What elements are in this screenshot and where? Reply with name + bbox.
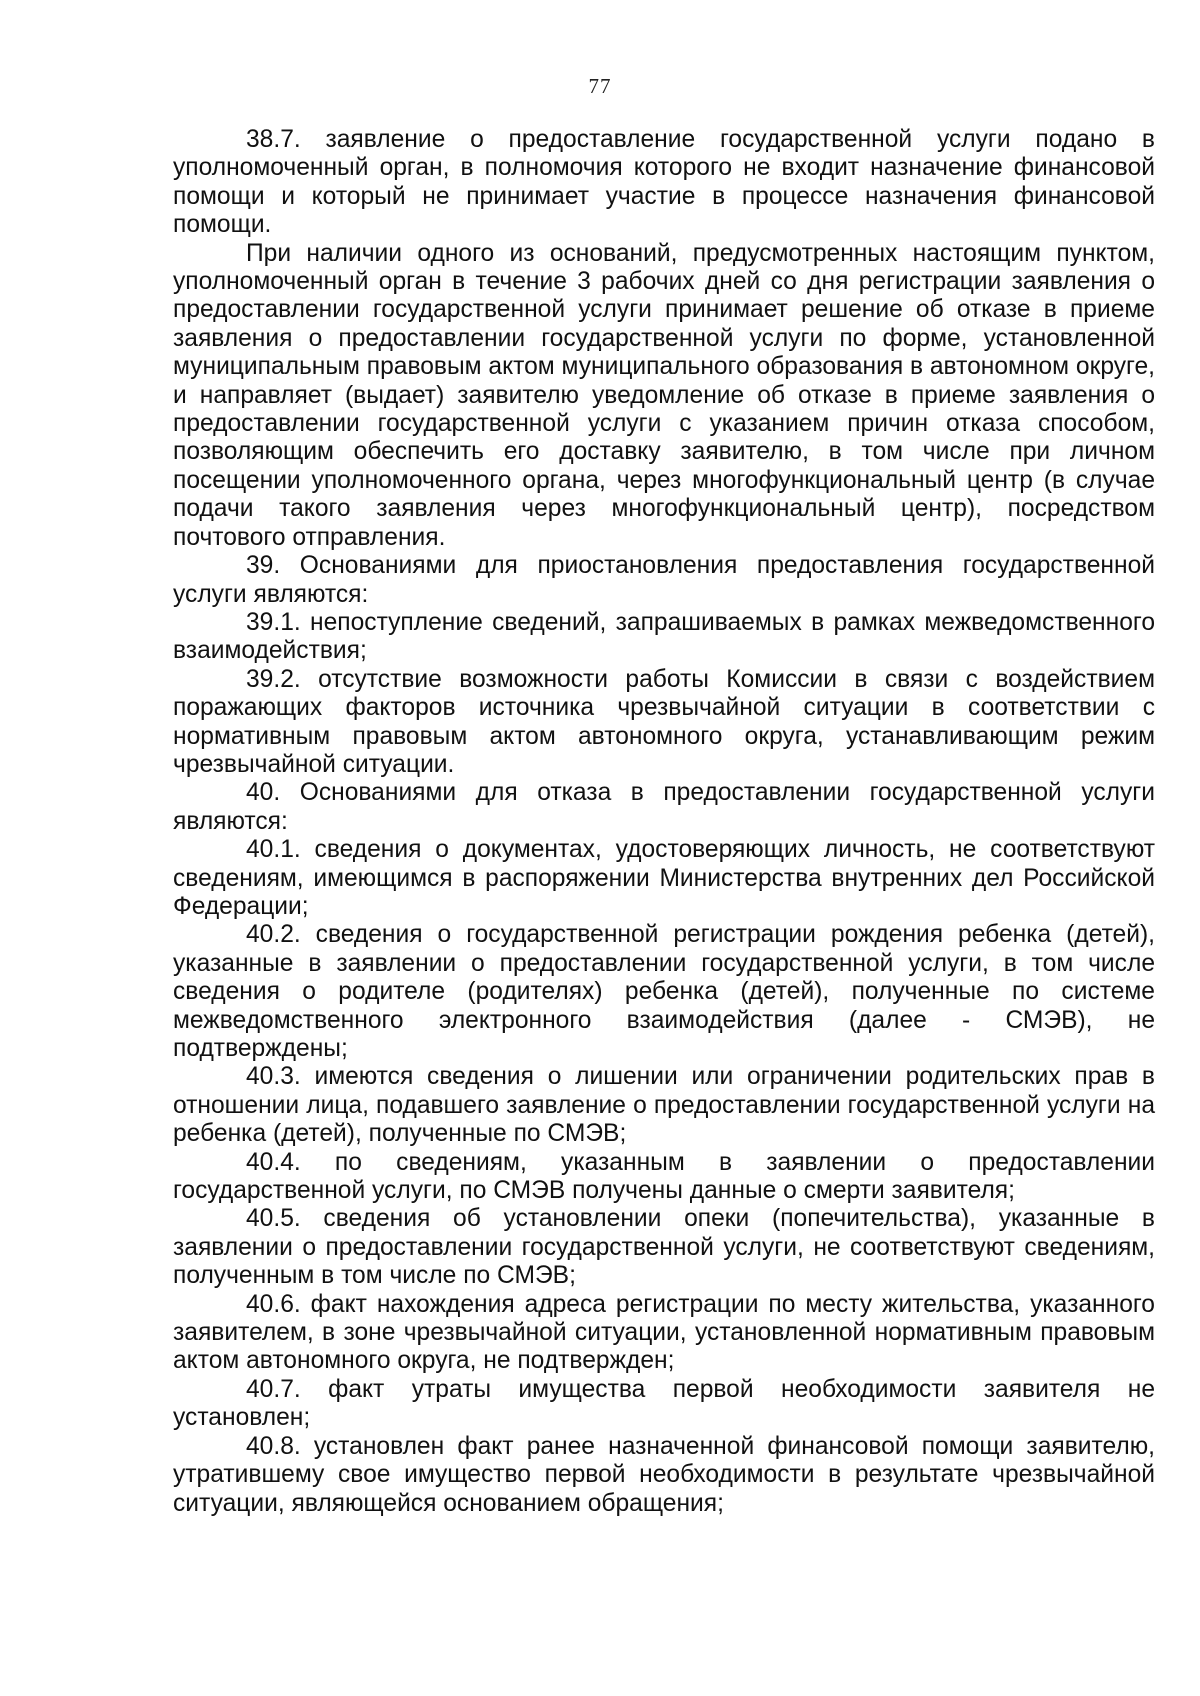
paragraph-40-8: 40.8. установлен факт ранее назначенной финансовой помощи заявителю, утратившему свое имущество первой необходимости в результате чрезвычайной ситуации, являющейся основанием обращения; — [173, 1432, 1155, 1517]
paragraph-40-7: 40.7. факт утраты имущества первой необходимости заявителя не установлен; — [173, 1375, 1155, 1432]
paragraph-refusal-procedure: При наличии одного из оснований, предусмотренных настоящим пунктом, уполномоченный орган в течение 3 рабочих дней со дня регистрации заявления о предоставлении государственной услуги принимает решение об отказе в приеме заявления о предоставлении государственной услуги по форме, установленной муниципальным правовым актом муниципального образования в автономном округе, и направляет (выдает) заявителю уведомление об отказе в приеме заявления о предоставлении государственной услуги с указанием причин отказа способом, позволяющим обеспечить его доставку заявителю, в том числе при личном посещении уполномоченного органа, через многофункциональный центр (в случае подачи такого заявления через многофункциональный центр), посредством почтового отправления. — [173, 239, 1155, 551]
page-number: 77 — [588, 74, 612, 98]
paragraph-40-1: 40.1. сведения о документах, удостоверяющих личность, не соответствуют сведениям, имеющимся в распоряжении Министерства внутренних дел Российской Федерации; — [173, 836, 1155, 920]
paragraph-40: 40. Основаниями для отказа в предоставлении государственной услуги являются: — [173, 779, 1155, 835]
paragraph-39-1: 39.1. непоступление сведений, запрашиваемых в рамках межведомственного взаимодействия; — [173, 608, 1155, 665]
paragraph-39-2: 39.2. отсутствие возможности работы Комиссии в связи с воздействием поражающих факторов источника чрезвычайной ситуации в соответствии с нормативным правовым актом автономного округа, устанавливающим режим чрезвычайной ситуации. — [173, 665, 1155, 778]
document-body — [173, 126, 1155, 1518]
paragraph-38-7: 38.7. заявление о предоставление государственной услуги подано в уполномоченный орган, в полномочия которого не входит назначение финансовой помощи и который не принимает участие в процессе назначения финансовой помощи. — [173, 126, 1155, 239]
paragraph-40-3: 40.3. имеются сведения о лишении или ограничении родительских прав в отношении лица, подавшего заявление о предоставлении государственной услуги на ребенка (детей), полученные по СМЭВ; — [173, 1063, 1155, 1148]
paragraph-40-5: 40.5. сведения об установлении опеки (попечительства), указанные в заявлении о предоставлении государственной услуги, не соответствуют сведениям, полученным в том числе по СМЭВ; — [173, 1205, 1155, 1290]
paragraph-39: 39. Основаниями для приостановления предоставления государственной услуги являются: — [173, 552, 1155, 608]
paragraph-40-2: 40.2. сведения о государственной регистрации рождения ребенка (детей), указанные в заявлении о предоставлении государственной услуги, в том числе сведения о родителе (родителях) ребенка (детей), полученные по системе межведомственного электронного взаимодействия (далее - СМЭВ), не подтверждены; — [173, 921, 1155, 1062]
paragraph-40-6: 40.6. факт нахождения адреса регистрации по месту жительства, указанного заявителем, в зоне чрезвычайной ситуации, установленной нормативным правовым актом автономного округа, не подтвержден; — [173, 1290, 1155, 1375]
paragraph-40-4: 40.4. по сведениям, указанным в заявлении о предоставлении государственной услуги, по СМЭВ получены данные о смерти заявителя; — [173, 1148, 1155, 1205]
